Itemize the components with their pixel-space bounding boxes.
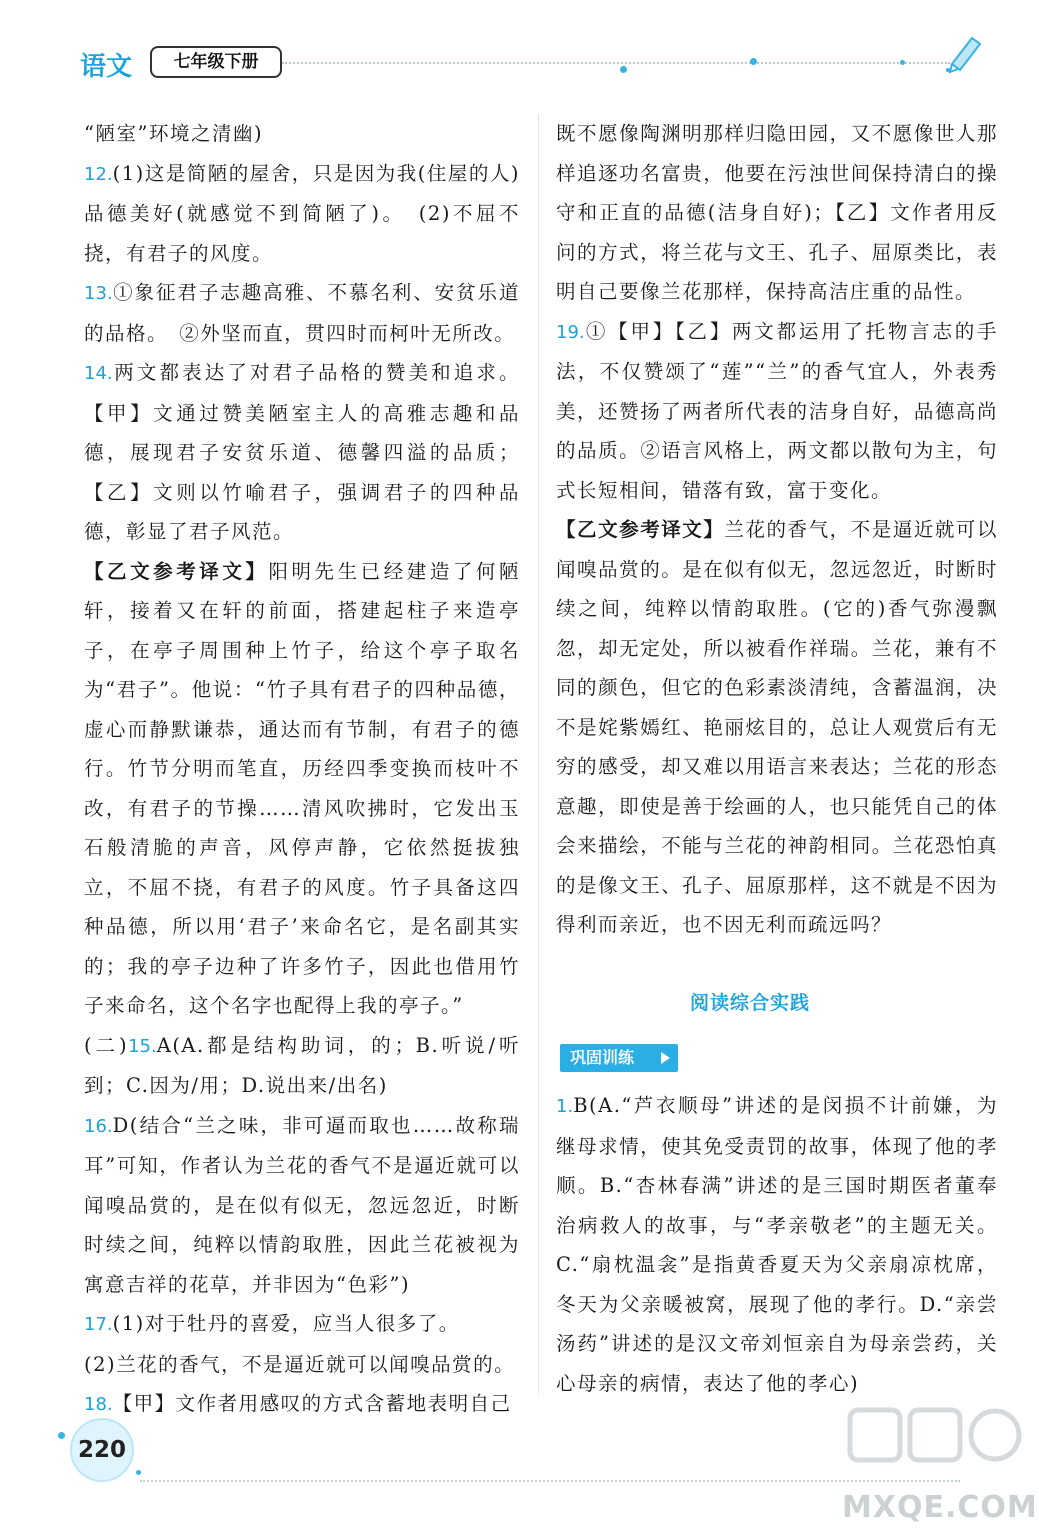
header-dot bbox=[750, 58, 757, 65]
question-number: 14. bbox=[84, 363, 113, 384]
answer-text: B(A.“芦衣顺母”讲述的是闵损不计前嫌，为继母求情，使其免受责罚的故事，体现了他的孝顺。B.“杏林春满”讲述的是三国时期医者董奉治病救人的故事，与“孝亲敬老”的主题无关。C.“扇枕温衾”是指黄香夏天为父亲扇凉枕席，冬天为父亲暖被窝，展现了他的孝行。D.“亲尝汤药”讲述的是汉文帝刘恒亲自为母亲尝药，关心母亲的病情，表达了他的孝心) bbox=[556, 1094, 998, 1395]
answer-item bbox=[84, 1106, 520, 1305]
answer-text: “陋室”环境之清幽) bbox=[84, 122, 264, 145]
question-number: 1. bbox=[556, 1096, 574, 1117]
answer-item bbox=[84, 1026, 520, 1106]
answer-text: 两文都表达了对君子品格的赞美和追求。【甲】文通过赞美陋室主人的高雅志趣和品德，展现君子安贫乐道、德馨四溢的品质；【乙】文则以竹喻君子，强调君子的四种品德，彰显了君子风范。 bbox=[84, 361, 520, 543]
section-title: 阅读综合实践 bbox=[690, 992, 811, 1014]
answer-item bbox=[84, 1304, 520, 1345]
answer-text: (1)对于牡丹的喜爱，应当人很多了。 bbox=[112, 1312, 460, 1335]
column-divider bbox=[538, 114, 539, 1394]
right-column bbox=[556, 114, 998, 945]
watermark-text: MXQE.COM bbox=[842, 1490, 1038, 1525]
translation-item bbox=[84, 552, 520, 1026]
answer-item bbox=[84, 114, 520, 154]
answer-item bbox=[84, 353, 520, 552]
answer-item bbox=[556, 114, 998, 312]
left-column bbox=[84, 114, 520, 1425]
subject-label: 语文 bbox=[80, 52, 133, 82]
question-number: 15. bbox=[128, 1035, 157, 1057]
answer-text: A(A.都是结构助词，的；B.听说/听到；C.因为/用；D.说出来/出名) bbox=[84, 1033, 520, 1097]
footer-dot bbox=[136, 1470, 141, 1475]
answer-text: (1)这是简陋的屋舍，只是因为我(住屋的人)品德美好(就感觉不到简陋了)。 (2)不屈不挠，有君子的风度。 bbox=[84, 161, 520, 265]
page-header bbox=[0, 0, 1039, 100]
question-number: 13. bbox=[84, 283, 113, 304]
answer-item bbox=[84, 154, 520, 274]
answer-text: D(结合“兰之味，非可逼而取也……故称瑞耳”可知，作者认为兰花的香气不是逼近就可以闻嗅品赏的，是在似有似无，忽远忽近，时断时续之间，纯粹以情韵取胜，因此兰花被视为寓意吉祥的花草，并非因为“色彩”) bbox=[84, 1113, 520, 1296]
question-number: 16. bbox=[84, 1115, 113, 1137]
answer-item bbox=[84, 1384, 520, 1425]
header-divider bbox=[282, 62, 950, 64]
answer-item bbox=[556, 1086, 998, 1403]
footer-divider bbox=[140, 1480, 960, 1482]
translation-text: 阳明先生已经建造了何陋轩，接着又在轩的前面，搭建起柱子来造亭子，在亭子周围种上竹子，给这个亭子取名为“君子”。他说：“竹子具有君子的四种品德，虚心而静默谦恭，通达而有节制，有君子的德行。竹节分明而笔直，历经四季变换而枝叶不改，有君子的节操……清风吹拂时，它发出玉石般清脆的声音，风停声静，它依然挺拔独立，不屈不挠，有君子的风度。竹子具备这四种品德，所以用‘君子’来命名它，是名副其实的；我的亭子边种了许多竹子，因此也借用竹子来命名，这个名字也配得上我的亭子。” bbox=[84, 559, 520, 1017]
translation-lead: 【乙文参考译文】 bbox=[556, 518, 725, 541]
footer-dot bbox=[58, 1432, 65, 1439]
translation-lead: 【乙文参考译文】 bbox=[84, 559, 269, 583]
practice-answers bbox=[556, 1086, 998, 1403]
translation-item bbox=[556, 510, 998, 945]
answer-text: 【甲】文作者用感叹的方式含蓄地表明自己 bbox=[112, 1392, 512, 1415]
pen-icon bbox=[942, 30, 986, 74]
translation-text: 兰花的香气，不是逼近就可以闻嗅品赏的。是在似有似无，忽远忽近，时断时续之间，纯粹以情韵取胜。(它的)香气弥漫飘忽，却无定处，所以被看作祥瑞。兰花，兼有不同的颜色，但它的色彩素淡清纯，含蓄温润，决不是姹紫嫣红、艳丽炫目的，总让人观赏后有无穷的感受，却又难以用语言来表达；兰花的形态意趣，即使是善于绘画的人，也只能凭自己的体会来描绘，不能与兰花的神韵相同。兰花恐怕真的是像文王、孔子、屈原那样，这不就是不因为得利而亲近，也不因无利而疏远吗？ bbox=[556, 518, 998, 936]
question-number: 19. bbox=[556, 321, 585, 343]
header-dot bbox=[620, 66, 627, 73]
section-prefix: (二) bbox=[84, 1033, 129, 1057]
answer-item bbox=[556, 312, 998, 511]
grade-label: 七年级下册 bbox=[150, 46, 282, 78]
answer-text: ①象征君子志趣高雅、不慕名利、安贫乐道的品格。 ②外坚而直，贯四时而柯叶无所改。 bbox=[84, 281, 520, 345]
answer-text: 既不愿像陶渊明那样归隐田园，又不愿像世人那样追逐功名富贵，他要在污浊世间保持清白的操守和正直的品德(洁身自好)；【乙】文作者用反问的方式，将兰花与文王、孔子、屈原类比，表明自己要像兰花那样，保持高洁庄重的品性。 bbox=[556, 122, 998, 303]
answer-text: ①【甲】【乙】两文都运用了托物言志的手法，不仅赞颂了“莲”“兰”的香气宜人，外表秀美，还赞扬了两者所代表的洁身自好，品德高尚的品质。②语言风格上，两文都以散句为主，句式长短相间，错落有致，富于变化。 bbox=[556, 319, 998, 502]
badge-label: 巩固训练 bbox=[570, 1048, 635, 1067]
header-dot bbox=[900, 60, 905, 65]
answer-text: (2)兰花的香气，不是逼近就可以闻嗅品赏的。 bbox=[84, 1352, 516, 1376]
question-number: 12. bbox=[84, 163, 113, 185]
question-number: 17. bbox=[84, 1314, 113, 1335]
answer-item bbox=[84, 1345, 520, 1385]
question-number: 18. bbox=[84, 1394, 113, 1415]
practice-badge bbox=[560, 1044, 678, 1072]
play-arrow-icon bbox=[661, 1052, 670, 1064]
answer-item bbox=[84, 273, 520, 353]
page-number: 220 bbox=[77, 1437, 126, 1463]
